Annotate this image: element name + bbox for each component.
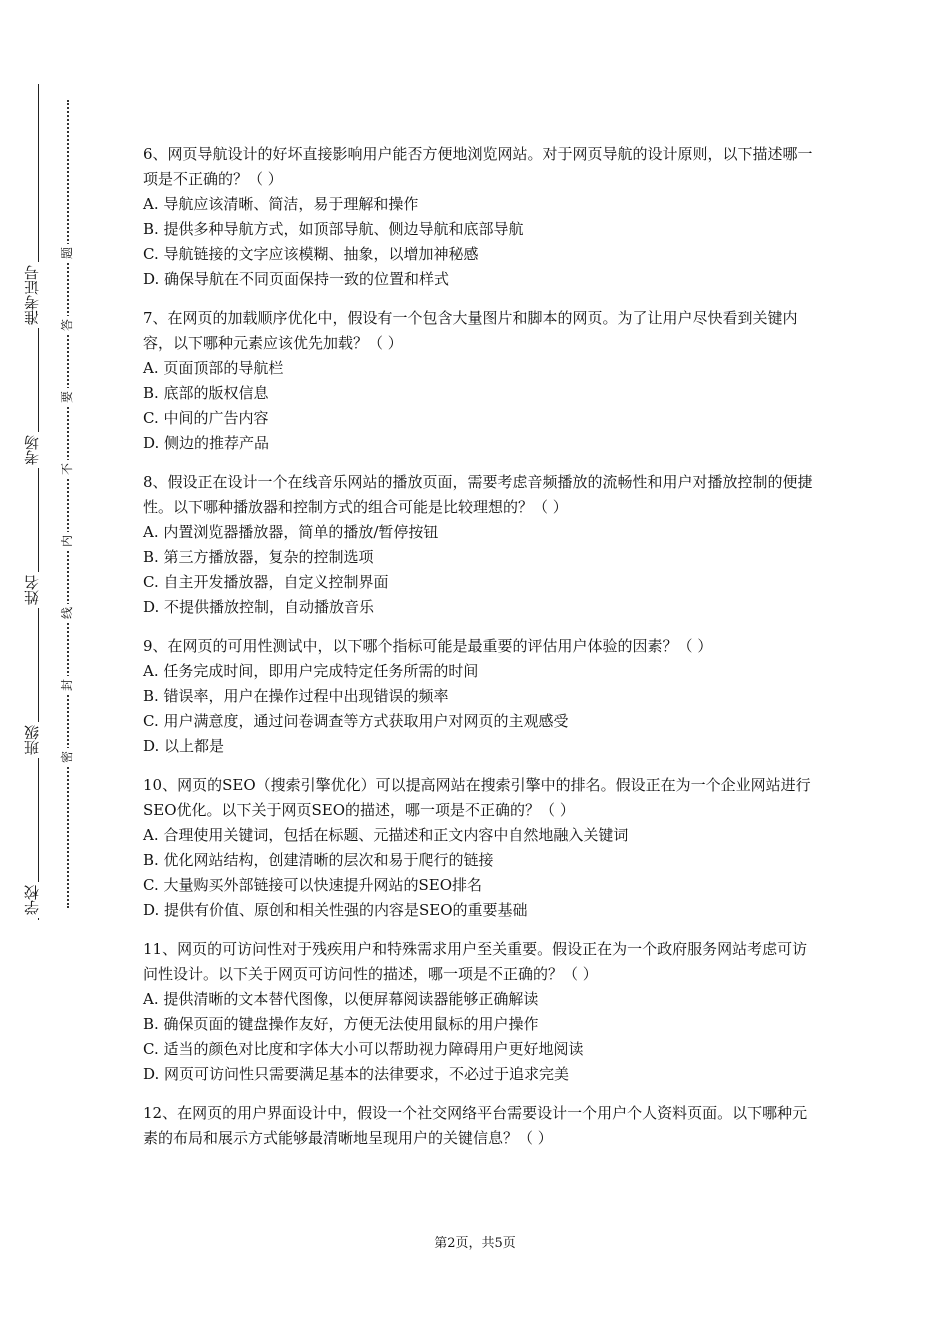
seal-char: 内: [58, 532, 76, 550]
option-b: B. 错误率，用户在操作过程中出现错误的频率: [143, 687, 449, 705]
option-c: C. 导航链接的文字应该模糊、抽象，以增加神秘感: [143, 245, 479, 263]
exam-room-label: 考场: [22, 432, 42, 468]
question-6: [143, 142, 815, 292]
seal-char: 答: [58, 316, 76, 334]
question-8: [143, 470, 815, 620]
option-b: B. 优化网站结构，创建清晰的层次和易于爬行的链接: [143, 851, 494, 869]
option-d: D. 确保导航在不同页面保持一致的位置和样式: [143, 270, 450, 288]
option-d: D. 不提供播放控制，自动播放音乐: [143, 598, 375, 616]
question-9: [143, 634, 815, 759]
question-stem: 9、在网页的可用性测试中，以下哪个指标可能是最重要的评估用户体验的因素？（ ）: [143, 637, 713, 655]
seal-char: 不: [58, 460, 76, 478]
school-label: 学校: [22, 882, 42, 918]
option-a: A. 导航应该清晰、简洁，易于理解和操作: [143, 195, 419, 213]
seal-char: 封: [58, 676, 76, 694]
option-b: B. 底部的版权信息: [143, 384, 269, 402]
seal-char: 线: [58, 604, 76, 622]
option-c: C. 用户满意度，通过问卷调查等方式获取用户对网页的主观感受: [143, 712, 569, 730]
option-c: C. 适当的颜色对比度和字体大小可以帮助视力障碍用户更好地阅读: [143, 1040, 584, 1058]
question-stem: 11、网页的可访问性对于残疾用户和特殊需求用户至关重要。假设正在为一个政府服务网站考虑可访问性设计。以下关于网页可访问性的描述，哪一项是不正确的？（ ）: [143, 940, 808, 983]
question-12: [143, 1101, 815, 1151]
option-a: A. 提供清晰的文本替代图像，以便屏幕阅读器能够正确解读: [143, 990, 539, 1008]
question-stem: 10、网页的SEO（搜索引擎优化）可以提高网站在搜索引擎中的排名。假设正在为一个企业网站进行SEO优化。以下关于网页SEO的描述，哪一项是不正确的？（ ）: [143, 776, 811, 819]
option-b: B. 提供多种导航方式，如顶部导航、侧边导航和底部导航: [143, 220, 524, 238]
binding-fill-line: [38, 84, 39, 920]
option-a: A. 页面顶部的导航栏: [143, 359, 284, 377]
question-list: [143, 142, 815, 1165]
seal-char: 题: [58, 244, 76, 262]
option-a: A. 合理使用关键词，包括在标题、元描述和正文内容中自然地融入关键词: [143, 826, 629, 844]
option-b: B. 确保页面的键盘操作友好，方便无法使用鼠标的用户操作: [143, 1015, 539, 1033]
exam-id-label: 准考证号: [22, 262, 42, 328]
page-footer: 第2页，共5页: [434, 1236, 516, 1251]
question-10: [143, 773, 815, 923]
binding-margin: [0, 0, 120, 1344]
seal-char: 密: [58, 748, 76, 766]
name-label: 姓名: [22, 572, 42, 608]
option-c: C. 中间的广告内容: [143, 409, 269, 427]
seal-char: 要: [58, 388, 76, 406]
option-a: A. 内置浏览器播放器，简单的播放/暂停按钮: [143, 523, 439, 541]
question-stem: 6、网页导航设计的好坏直接影响用户能否方便地浏览网站。对于网页导航的设计原则，以下描述哪一项是不正确的？（ ）: [143, 145, 813, 188]
option-c: C. 自主开发播放器，自定义控制界面: [143, 573, 389, 591]
class-label: 班级: [22, 722, 42, 758]
option-c: C. 大量购买外部链接可以快速提升网站的SEO排名: [143, 876, 483, 894]
option-d: D. 以上都是: [143, 737, 225, 755]
question-7: [143, 306, 815, 456]
question-stem: 7、在网页的加载顺序优化中，假设有一个包含大量图片和脚本的网页。为了让用户尽快看到关键内容，以下哪种元素应该优先加载？（ ）: [143, 309, 798, 352]
option-a: A. 任务完成时间，即用户完成特定任务所需的时间: [143, 662, 479, 680]
question-11: [143, 937, 815, 1087]
question-stem: 8、假设正在设计一个在线音乐网站的播放页面，需要考虑音频播放的流畅性和用户对播放控制的便捷性。以下哪种播放器和控制方式的组合可能是比较理想的？（ ）: [143, 473, 813, 516]
option-b: B. 第三方播放器，复杂的控制选项: [143, 548, 374, 566]
option-d: D. 提供有价值、原创和相关性强的内容是SEO的重要基础: [143, 901, 528, 919]
option-d: D. 侧边的推荐产品: [143, 434, 270, 452]
option-d: D. 网页可访问性只需要满足基本的法律要求，不必过于追求完美: [143, 1065, 570, 1083]
question-stem: 12、在网页的用户界面设计中，假设一个社交网络平台需要设计一个用户个人资料页面。以下哪种元素的布局和展示方式能够最清晰地呈现用户的关键信息？（ ）: [143, 1104, 808, 1147]
seal-dotted-line: [67, 100, 69, 908]
